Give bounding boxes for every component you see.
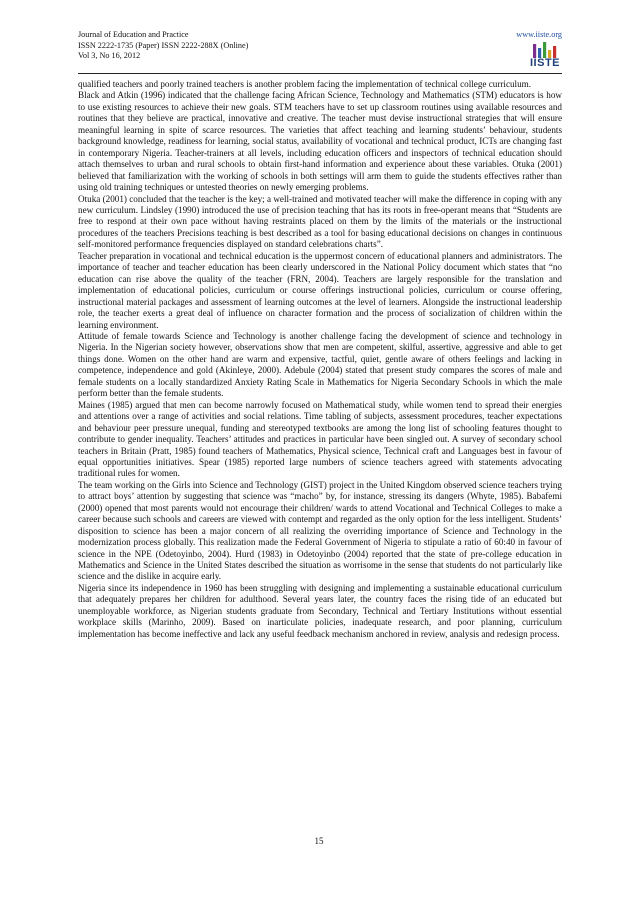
iiste-logo — [530, 42, 560, 70]
iiste-logo-bars-icon — [530, 42, 560, 58]
journal-url-link[interactable]: www.iiste.org — [516, 30, 562, 39]
paragraph: Nigeria since its independence in 1960 has been struggling with designing and implementing a sustainable educational curriculum that adequately prepares her children for adulthood. Several years later, the country faces the rising tide of an educated but unemployable workforce, as Nigerian students graduate from Secondary, Technical and Tertiary Institutions without essential workplace skills (Marinho, 2009). Based on inarticulate policies, inadequate research, and poor planning, curriculum implementation has become ineffective and lack any useful feedback mechanism anchored in review, analysis and redesign process. — [78, 582, 562, 639]
issn-line: ISSN 2222-1735 (Paper) ISSN 2222-288X (Online) — [78, 40, 249, 50]
paragraph: The team working on the Girls into Science and Technology (GIST) project in the United Kingdom observed science teachers trying to attract boys’ attention by suggesting that science was “macho” by, for instance, stressing its dangers (Whyte, 1985). Babafemi (2000) opened that most parents would not encourage their children/ wards to attend Vocational and Technical Colleges to make a career because such schools and careers are viewed with contempt and regarded as the only option for the less intelligent. Students’ disposition to science has been a major concern of all realizing the overriding importance of Science and Technology in the modernization process globally. This realization made the Federal Government of Nigeria to stipulate a ratio of 60:40 in favour of science in the NPE (Odetoyinbo, 2004). Hurd (1983) in Odetoyinbo (2004) reported that the state of pre-college education in Mathematics and Science in the United States described the situation as worrisome in the sense that students do not particularly like science and the dislike in acquire early. — [78, 479, 562, 582]
volume-line: Vol 3, No 16, 2012 — [78, 51, 141, 61]
header-divider — [78, 73, 562, 74]
paragraph: Attitude of female towards Science and Technology is another challenge facing the development of science and technology in Nigeria. In the Nigerian society however, observations show that men are competent, skilful, assertive, aggressive and able to get things done. Women on the other hand are warm and expensive, tactful, quiet, gentle aware of others feelings and lacking in competence, independence and gold (Akinleye, 2000). Adebule (2004) stated that present study compares the scores of male and female students on a locally standardized Anxiety Rating Scale in Mathematics for Nigeria Secondary Schools in which the male perform better than the female students. — [78, 330, 562, 399]
article-body — [78, 79, 562, 640]
logo-bar — [543, 42, 546, 58]
paragraph: Otuka (2001) concluded that the teacher is the key; a well-trained and motivated teacher will make the difference in coping with any new curriculum. Lindsley (1990) introduced the use of precision teaching that has its roots in free-operant means that “Students are free to respond at their own pace without having restraints placed on them by the limits of the materials or the instructional procedures of the teachers Precisions teaching is best described as a tool for basing educational decisions on changes in continuous self-monitored performance frequencies displayed on standard celebrations charts”. — [78, 193, 562, 250]
running-header — [78, 30, 562, 74]
iiste-logo-text: IISTE — [530, 57, 561, 69]
paragraph: qualified teachers and poorly trained teachers is another problem facing the implementation of technical college curriculum. — [78, 79, 532, 89]
journal-name: Journal of Education and Practice — [78, 30, 189, 39]
paragraph: Teacher preparation in vocational and technical education is the uppermost concern of educational planners and administrators. The importance of teacher and teacher education has been clearly underscored in the National Policy document which states that “no education can rise above the quality of the teacher (FRN, 2004). Teachers are largely responsible for the translation and implementation of educational policies, curriculum or course offerings instructional policies, curriculum or course offering, instructional material packages and assessment of learning outcomes at the level of learners. Alongside the instructional leadership role, the teacher exerts a great deal of influence on character formation and the process of socialization of children within the learning environment. — [78, 250, 562, 330]
paragraph: Black and Atkin (1996) indicated that the challenge facing African Science, Technology and Mathematics (STM) educators is how to use existing resources to achieve their new goals. STM teachers have to set up classroom routines using available resources and routines that they believe are practical, innovative and creative. The teacher must devise instructional strategies that will ensure meaningful learning in spite of scarce resources. The varieties that affect teaching and learning students’ behaviour, students background knowledge, readiness for learning, social status, availability of vocational and technical product, ICTs are changing fast in contemporary Nigeria. Teacher-trainers at all levels, including education officers and inspectors of technical education should attach themselves to urban and rural schools to obtain first-hand information and experience about these variables. Otuka (2001) believed that familiarization with the working of schools in both settings will arm them to guide the students effectives rather than using old training techniques or untested theories on newly emerging problems. — [78, 90, 562, 193]
paragraph: Maines (1985) argued that men can become narrowly focused on Mathematical study, while women tend to spread their energies and attentions over a range of activities and social relations. Time tabling of subjects, assessment procedures, teacher expectations and behaviour peer pressure unequal, funding and stereotyped textbooks are among the long list of schooling features thought to contribute to gender inequality. Teachers’ attitudes and practices in particular have been singled out. A survey of secondary school teachers in Britain (Pratt, 1985) found teachers of Mathematics, Physical science, Technical craft and Languages best in favour of equal opportunities initiatives. Spear (1985) reported large numbers of science teachers agreed with statements advocating traditional rules for women. — [78, 399, 562, 479]
logo-bar — [533, 44, 536, 58]
page-number: 15 — [314, 836, 324, 846]
